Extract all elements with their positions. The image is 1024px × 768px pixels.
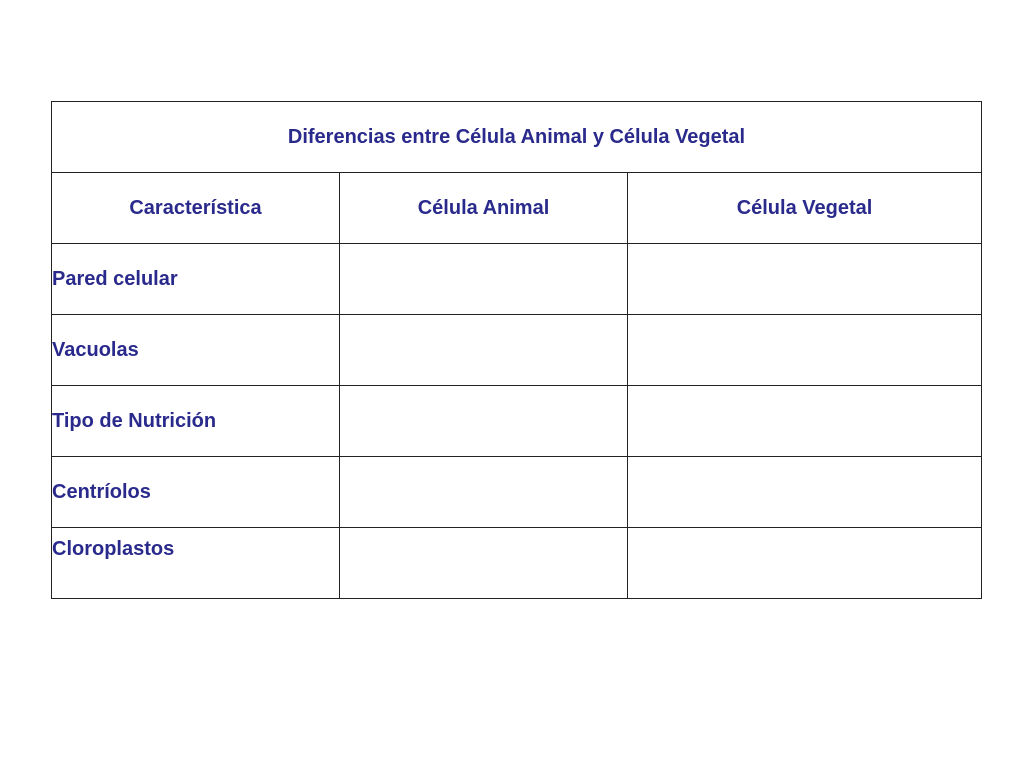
row-label: Centríolos <box>52 457 340 528</box>
table-row <box>52 457 982 528</box>
row-label: Vacuolas <box>52 315 340 386</box>
header-caracteristica: Característica <box>52 173 340 244</box>
cell-animal <box>340 315 628 386</box>
header-celula-animal: Célula Animal <box>340 173 628 244</box>
row-label: Tipo de Nutrición <box>52 386 340 457</box>
table-row <box>52 315 982 386</box>
table-title: Diferencias entre Célula Animal y Célula Vegetal <box>52 102 982 173</box>
table-row <box>52 386 982 457</box>
comparison-table <box>51 101 982 599</box>
table-row <box>52 528 982 599</box>
cell-vegetal <box>628 315 982 386</box>
table-row <box>52 244 982 315</box>
table-header-row <box>52 173 982 244</box>
table-title-row <box>52 102 982 173</box>
row-label: Pared celular <box>52 244 340 315</box>
header-celula-vegetal: Célula Vegetal <box>628 173 982 244</box>
cell-vegetal <box>628 457 982 528</box>
cell-vegetal <box>628 528 982 599</box>
cell-animal <box>340 528 628 599</box>
row-label: Cloroplastos <box>52 528 340 599</box>
cell-vegetal <box>628 386 982 457</box>
cell-animal <box>340 457 628 528</box>
cell-vegetal <box>628 244 982 315</box>
cell-animal <box>340 386 628 457</box>
cell-animal <box>340 244 628 315</box>
